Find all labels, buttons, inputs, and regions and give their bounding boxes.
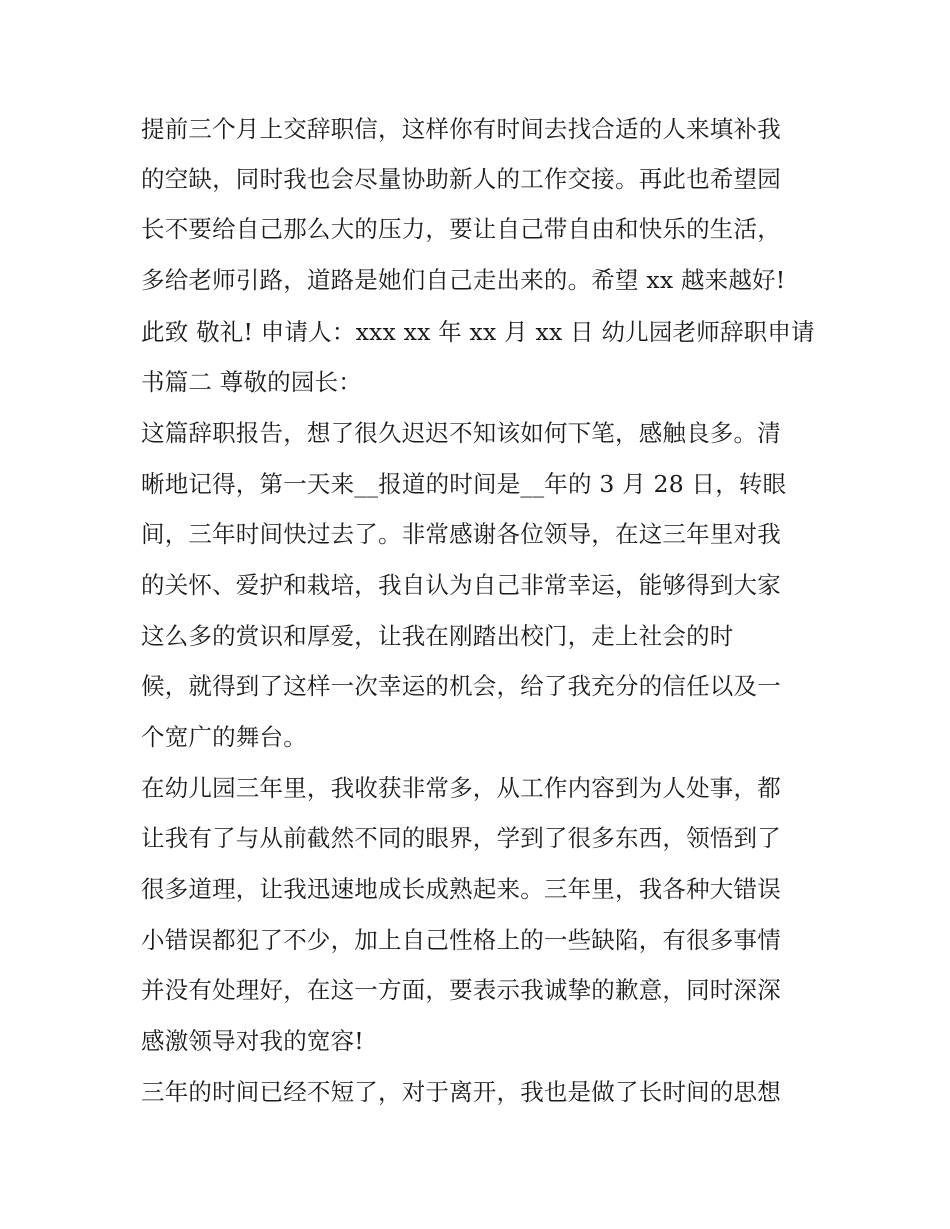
text-line: 这篇辞职报告，想了很久迟迟不知该如何下笔，感触良多。清	[141, 419, 781, 447]
text-line: 的空缺，同时我也会尽量协助新人的工作交接。再此也希望园	[141, 165, 781, 193]
text-line: 长不要给自己那么大的压力，要让自己带自由和快乐的生活，	[141, 215, 781, 243]
text-line: 晰地记得，第一天来__报道的时间是__年的 3 月 28 日，转眼	[141, 470, 787, 498]
text-line: 多给老师引路，道路是她们自己走出来的。希望 xx 越来越好!	[141, 266, 786, 294]
text-line: 感激领导对我的宽容!	[141, 1027, 364, 1055]
text-line: 小错误都犯了不少，加上自己性格上的一些缺陷，有很多事情	[141, 926, 781, 954]
text-line: 个宽广的舞台。	[141, 723, 307, 751]
text-line: 并没有处理好，在这一方面，要表示我诚挚的歉意，同时深深	[141, 976, 781, 1004]
text-line: 此致 敬礼! 申请人：xxx xx 年 xx 月 xx 日 幼儿园老师辞职申请	[141, 318, 815, 346]
text-line: 让我有了与从前截然不同的眼界，学到了很多东西，领悟到了	[141, 824, 781, 852]
text-line: 在幼儿园三年里，我收获非常多，从工作内容到为人处事，都	[141, 774, 781, 802]
text-line: 很多道理，让我迅速地成长成熟起来。三年里，我各种大错误	[141, 875, 781, 903]
text-line: 候，就得到了这样一次幸运的机会，给了我充分的信任以及一	[141, 672, 781, 700]
text-line: 提前三个月上交辞职信，这样你有时间去找合适的人来填补我	[141, 115, 781, 143]
text-line: 这么多的赏识和厚爱，让我在刚踏出校门，走上社会的时	[141, 622, 734, 650]
text-line: 间，三年时间快过去了。非常感谢各位领导，在这三年里对我	[141, 520, 781, 548]
text-line: 书篇二 尊敬的园长：	[141, 368, 362, 396]
text-line: 的关怀、爱护和栽培，我自认为自己非常幸运，能够得到大家	[141, 571, 781, 599]
text-line: 三年的时间已经不短了，对于离开，我也是做了长时间的思想	[141, 1078, 781, 1106]
